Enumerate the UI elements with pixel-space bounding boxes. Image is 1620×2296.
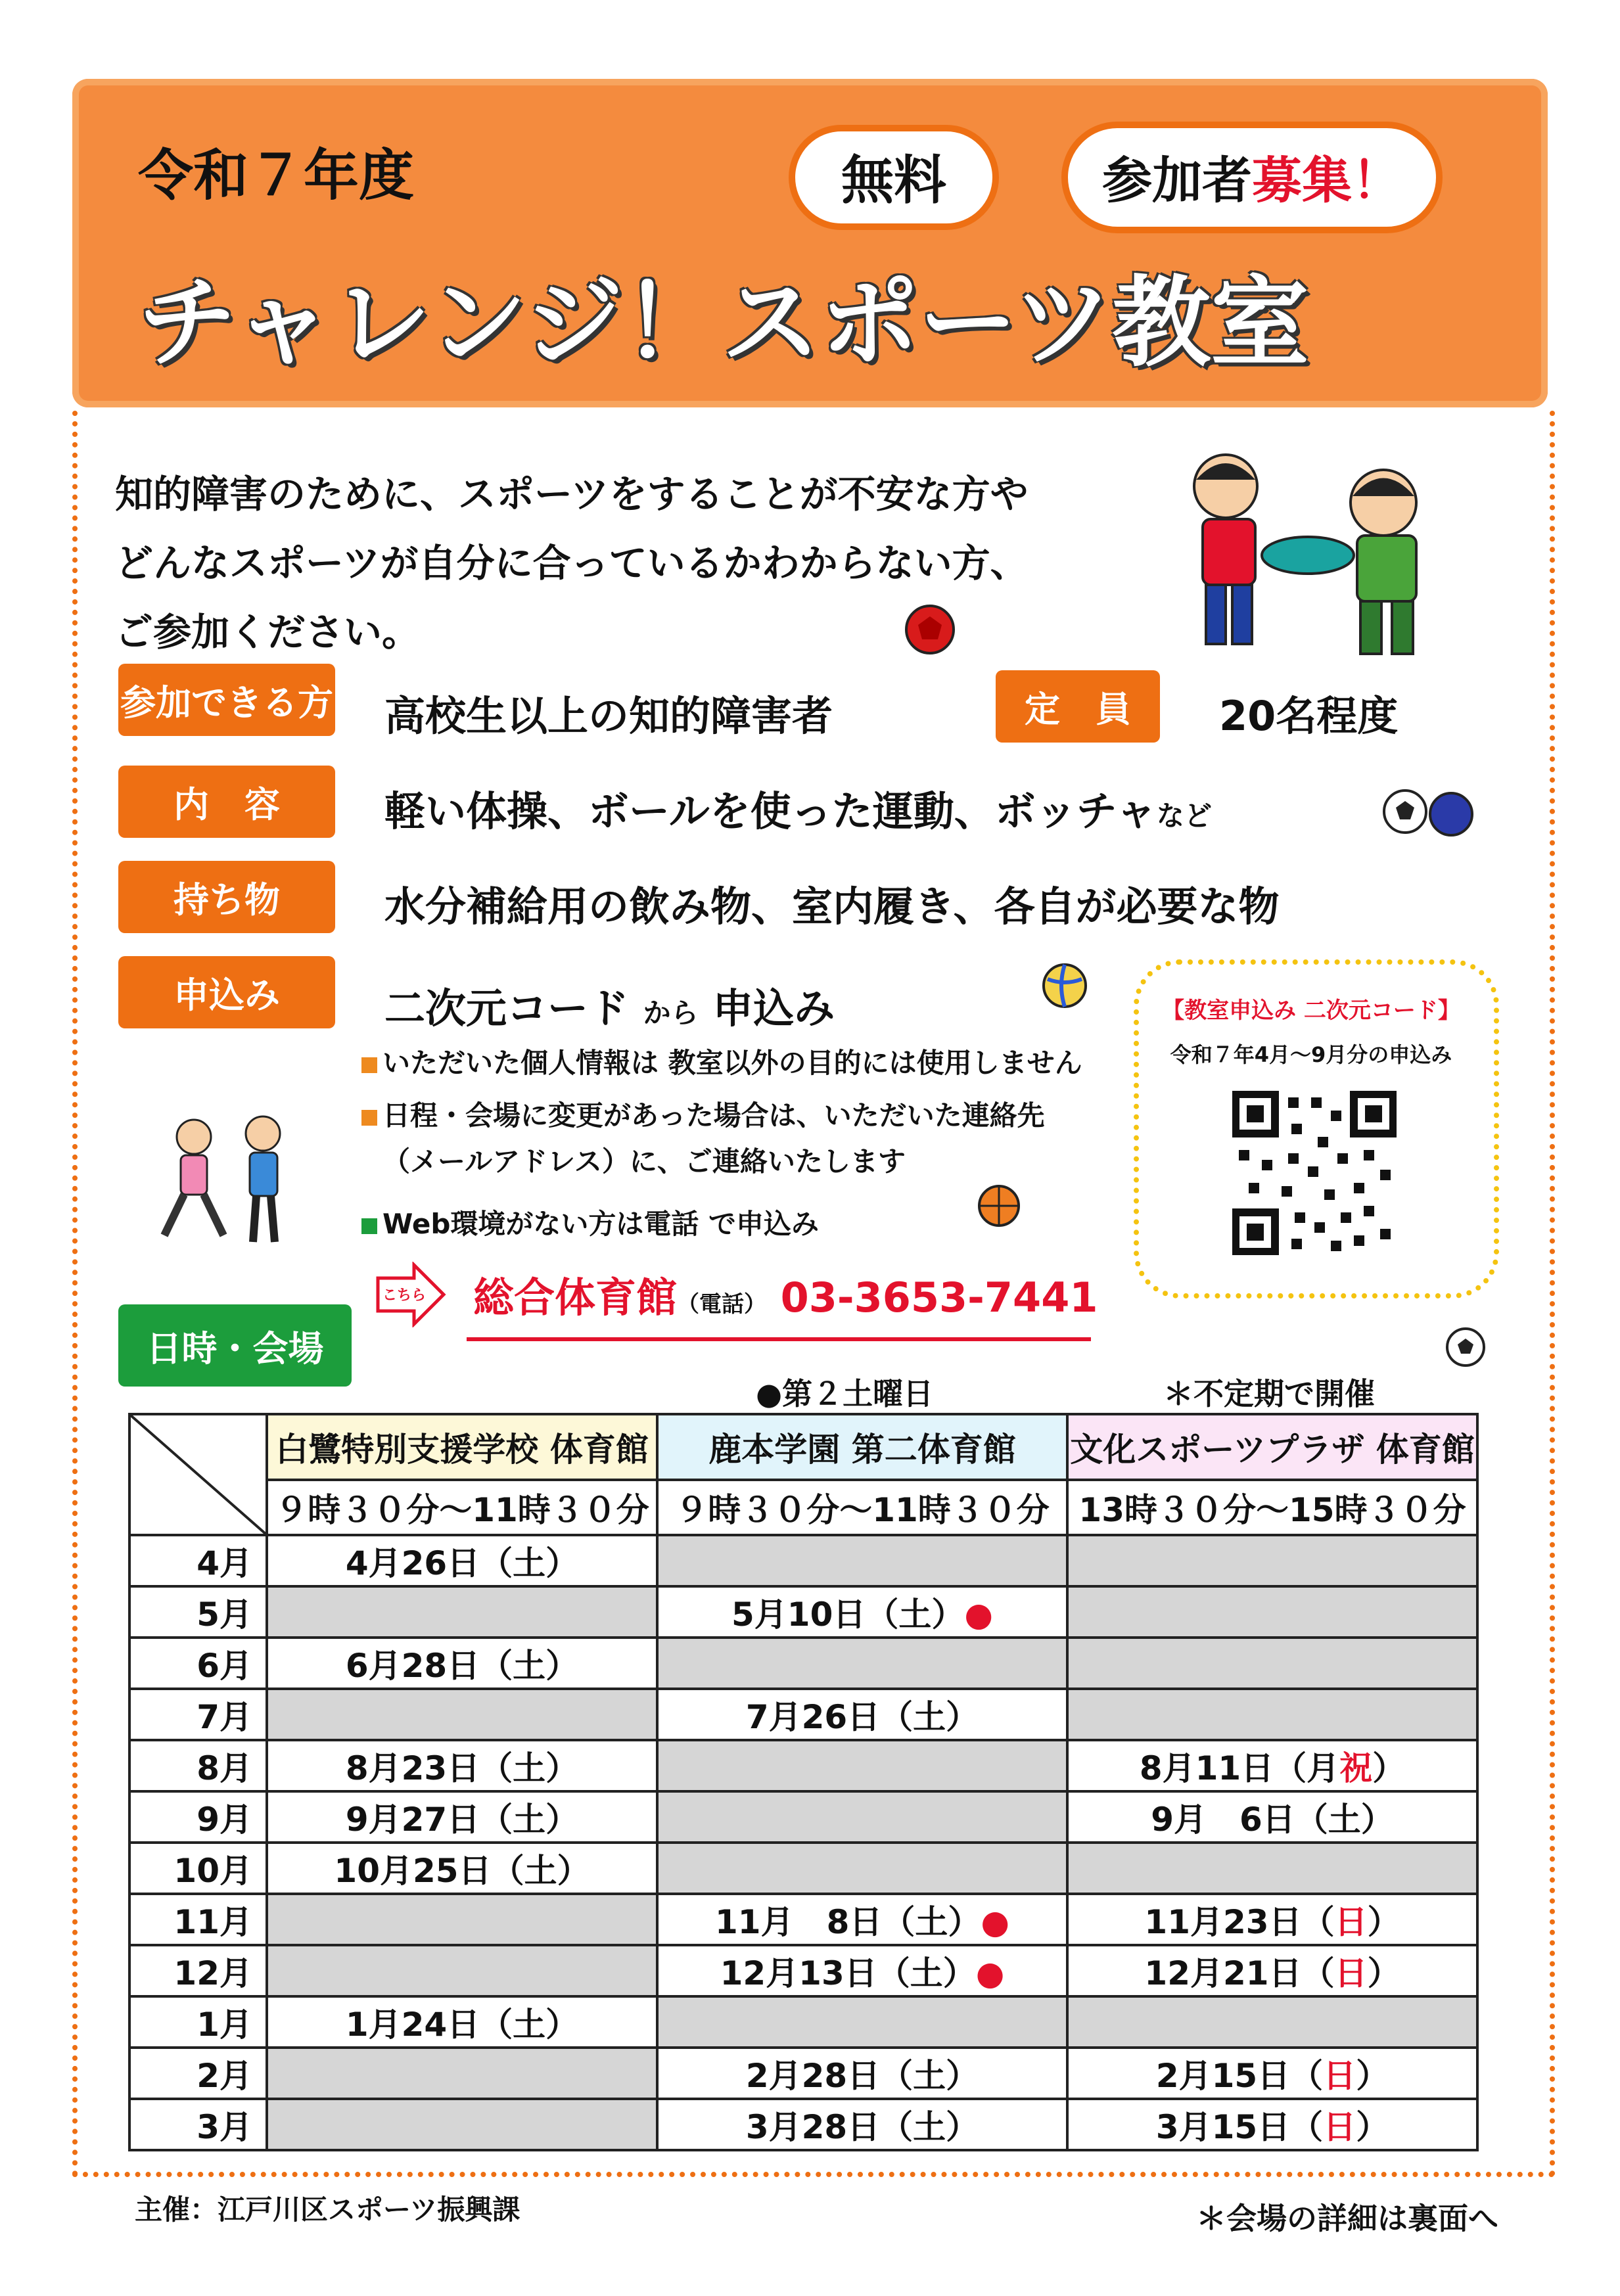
date-cell [267, 1586, 657, 1638]
qr-code[interactable] [1232, 1091, 1397, 1255]
table-row [129, 1740, 1477, 1791]
date-cell [267, 2099, 657, 2150]
schedule-label: 日時・会場 [118, 1304, 352, 1387]
month-cell: 12月 [129, 1945, 267, 1996]
apply-value-b: から [643, 997, 699, 1029]
table-row [129, 1638, 1477, 1689]
note-change [361, 1094, 1045, 1134]
month-cell: 3月 [129, 2099, 267, 2150]
date-cell [657, 1843, 1067, 1894]
date-cell: 3月28日（土） [657, 2099, 1067, 2150]
content-label: 内 容 [118, 766, 335, 838]
date-cell: 2月15日（日） [1067, 2048, 1477, 2099]
month-cell: 5月 [129, 1586, 267, 1638]
intro-line: どんなスポーツが自分に合っているかわからない方、 [115, 541, 1029, 585]
date-cell: 7月26日（土） [657, 1689, 1067, 1740]
date-cell: 9月 6日（土） [1067, 1791, 1477, 1843]
recruit-text-a: 参加者 [1102, 151, 1252, 210]
soccer-ball-icon [1443, 1324, 1489, 1370]
volleyball-icon [1038, 959, 1091, 1012]
sunday-mark: 日 [1334, 1903, 1368, 1941]
page-title: チャレンジ！スポーツ教室 [138, 266, 1310, 380]
table-row [129, 1791, 1477, 1843]
date-cell [267, 2048, 657, 2099]
apply-value-a: 二次元コード [384, 984, 630, 1032]
date-cell [657, 1535, 1067, 1586]
date-cell [267, 1945, 657, 1996]
date-cell [1067, 1996, 1477, 2048]
date-cell: 11月23日（日） [1067, 1894, 1477, 1945]
note-text: Web環境がない方は電話 で申込み [382, 1208, 820, 1240]
venue-header: 鹿本学園 第二体育館 [657, 1414, 1067, 1480]
date-cell: 12月13日（土）● [657, 1945, 1067, 1996]
boccia-balls-icon [1380, 785, 1479, 838]
date-cell [1067, 1843, 1477, 1894]
phone-underline [467, 1337, 1091, 1341]
venue-time: ９時３０分～11時３０分 [267, 1480, 657, 1535]
tel-label: （電話） [677, 1291, 767, 1318]
capacity-value: 20名程度 [1219, 692, 1399, 740]
corner-diagonal [131, 1415, 266, 1534]
table-row [129, 1996, 1477, 2048]
date-cell: 4月26日（土） [267, 1535, 657, 1586]
target-value: 高校生以上の知的障害者 [384, 692, 833, 740]
table-row [129, 1535, 1477, 1586]
fiscal-year: 令和７年度 [138, 143, 415, 208]
month-cell: 9月 [129, 1791, 267, 1843]
date-cell [657, 1791, 1067, 1843]
date-cell: 10月25日（土） [267, 1843, 657, 1894]
content-value [384, 779, 1212, 837]
sunday-mark: 日 [1323, 2108, 1356, 2146]
free-badge [789, 125, 999, 230]
table-row [129, 1945, 1477, 1996]
capacity-label: 定 員 [996, 670, 1160, 743]
date-cell [657, 1638, 1067, 1689]
date-cell [657, 1996, 1067, 2048]
free-text: 無料 [841, 150, 946, 211]
second-saturday-dot: ● [964, 1596, 993, 1634]
table-corner [129, 1414, 267, 1535]
month-cell: 2月 [129, 2048, 267, 2099]
date-cell: 12月21日（日） [1067, 1945, 1477, 1996]
bullet-square-icon [361, 1218, 377, 1234]
content-value-text: 軽い体操、ボールを使った運動、ボッチャ [384, 787, 1157, 835]
date-cell [267, 1894, 657, 1945]
month-cell: 8月 [129, 1740, 267, 1791]
date-cell: 1月24日（土） [267, 1996, 657, 2048]
irregular-note: ＊不定期で開催 [1163, 1376, 1375, 1412]
stretching-people-illustration [158, 1111, 302, 1255]
phone-contact[interactable] [473, 1265, 1098, 1323]
date-cell: 6月28日（土） [267, 1638, 657, 1689]
phone-number[interactable]: 03-3653-7441 [780, 1274, 1098, 1321]
date-cell: 9月27日（土） [267, 1791, 657, 1843]
items-label: 持ち物 [118, 861, 335, 933]
table-row [129, 1586, 1477, 1638]
note-phone [361, 1203, 819, 1242]
date-cell: 8月11日（月祝） [1067, 1740, 1477, 1791]
date-cell [1067, 1586, 1477, 1638]
month-cell: 1月 [129, 1996, 267, 2048]
recruit-text-b: 募集！ [1252, 151, 1402, 210]
venue-time: ９時３０分～11時３０分 [657, 1480, 1067, 1535]
apply-label: 申込み [118, 956, 335, 1028]
arrow-icon [375, 1262, 447, 1327]
schedule-table [128, 1413, 1479, 2151]
basketball-icon [976, 1183, 1022, 1229]
organizer: 主催：江戸川区スポーツ振興課 [135, 2193, 521, 2226]
qr-title: 【教室申込み 二次元コード】 [1162, 998, 1460, 1024]
note-privacy [361, 1042, 1082, 1081]
table-row [129, 1689, 1477, 1740]
sunday-mark: 日 [1334, 1954, 1368, 1992]
recruit-badge [1061, 122, 1443, 233]
month-cell: 7月 [129, 1689, 267, 1740]
note-text: 日程・会場に変更があった場合は、いただいた連絡先 [382, 1099, 1045, 1132]
venue-name: 総合体育館 [473, 1274, 678, 1321]
date-cell: 8月23日（土） [267, 1740, 657, 1791]
bullet-square-icon [361, 1057, 377, 1073]
venue-header: 白鷺特別支援学校 体育館 [267, 1414, 657, 1480]
venue-time: 13時３０分～15時３０分 [1067, 1480, 1477, 1535]
month-cell: 11月 [129, 1894, 267, 1945]
second-saturday-dot: ● [975, 1954, 1005, 1992]
table-row [129, 1894, 1477, 1945]
qr-subtitle: 令和７年4月～9月分の申込み [1170, 1042, 1452, 1067]
apply-value-c: 申込み [712, 984, 835, 1032]
holiday-mark: 祝 [1339, 1749, 1373, 1787]
venue-header: 文化スポーツプラザ 体育館 [1067, 1414, 1477, 1480]
table-row [129, 2099, 1477, 2150]
items-value: 水分補給用の飲み物、室内履き、各自が必要な物 [384, 883, 1280, 930]
intro-line: 知的障害のために、スポーツをすることが不安な方や [115, 472, 1029, 517]
date-cell: 11月 8日（土）● [657, 1894, 1067, 1945]
date-cell: 5月10日（土）● [657, 1586, 1067, 1638]
sunday-mark: 日 [1323, 2057, 1356, 2095]
note-change-cont: （メールアドレス）に、ご連絡いたします [382, 1145, 906, 1178]
intro-line: ご参加ください。 [115, 610, 421, 654]
table-row [129, 2048, 1477, 2099]
table-row [129, 1843, 1477, 1894]
back-side-note: ＊会場の詳細は裏面へ [1196, 2201, 1498, 2236]
bullet-square-icon [361, 1110, 377, 1126]
date-cell: 3月15日（日） [1067, 2099, 1477, 2150]
month-cell: 6月 [129, 1638, 267, 1689]
month-cell: 4月 [129, 1535, 267, 1586]
disc-players-illustration [1157, 440, 1472, 664]
second-saturday-note: ●第２土曜日 [756, 1376, 934, 1412]
date-cell: 2月28日（土） [657, 2048, 1067, 2099]
content-suffix: など [1156, 800, 1212, 832]
target-label: 参加できる方 [118, 664, 335, 736]
apply-value [384, 976, 835, 1034]
red-ball-icon [904, 603, 956, 656]
date-cell [267, 1689, 657, 1740]
month-cell: 10月 [129, 1843, 267, 1894]
date-cell [657, 1740, 1067, 1791]
arrow-label: こちら [382, 1287, 427, 1304]
note-text: いただいた個人情報は 教室以外の目的には使用しません [382, 1047, 1082, 1079]
date-cell [1067, 1689, 1477, 1740]
second-saturday-dot: ● [981, 1903, 1009, 1941]
date-cell [1067, 1535, 1477, 1586]
date-cell [1067, 1638, 1477, 1689]
